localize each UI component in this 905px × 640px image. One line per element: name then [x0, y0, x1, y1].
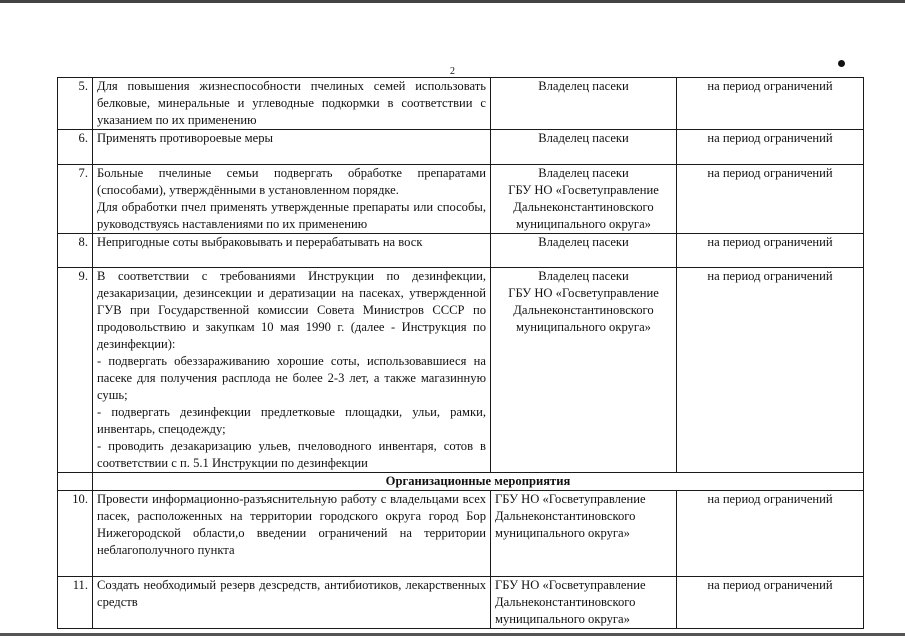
scan-top-edge: [0, 0, 905, 3]
responsible-line: ГБУ НО «Госветуправление: [508, 286, 659, 300]
responsible-line: Владелец пасеки: [538, 166, 629, 180]
measures-table: [57, 77, 864, 629]
action-text: Для повышения жизнеспособности пчелиных семей использовать белковые, минеральные и углеводные подкормки в соответствии с указанием по их применению: [93, 78, 491, 130]
responsible-line: муниципального округа»: [495, 526, 630, 540]
responsible-line: Дальнеконстантиновского: [513, 303, 654, 317]
period-cell: на период ограничений: [677, 491, 864, 577]
responsible-line: муниципального округа»: [516, 320, 651, 334]
period-cell: на период ограничений: [677, 130, 864, 165]
table-row: [58, 491, 864, 577]
section-title: Организационные мероприятия: [93, 473, 864, 491]
table-row: [58, 165, 864, 234]
section-row: [58, 473, 864, 491]
action-bullet: - подвергать дезинфекции предлетковые площадки, ульи, рамки, инвентарь, спецодежду;: [97, 405, 486, 436]
responsible-cell: [491, 78, 677, 130]
responsible-line: Владелец пасеки: [538, 131, 629, 145]
period-cell: на период ограничений: [677, 577, 864, 629]
action-text: В соответствии с требованиями Инструкции по дезинфекции, дезакаризации, дезинсекции и дератизации на пасеках, утвержденной ГУВ при Государственной комиссии Совета Министров СССР по продовольствию и закупкам 10 мая 1990 г. (далее - Инструкция по дезинфекции):: [97, 269, 486, 351]
row-number: 9.: [58, 268, 93, 473]
responsible-cell: [491, 130, 677, 165]
action-text-extra: Для обработки пчел применять утвержденные препараты или способы, руководствуясь наставлениями по их применению: [97, 200, 486, 231]
period-cell: на период ограничений: [677, 165, 864, 234]
action-text: Применять противороевые меры: [93, 130, 491, 165]
responsible-line: Дальнеконстантиновского: [495, 595, 636, 609]
responsible-line: Дальнеконстантиновского: [495, 509, 636, 523]
table-row: [58, 268, 864, 473]
responsible-line: муниципального округа»: [495, 612, 630, 626]
responsible-line: Владелец пасеки: [538, 269, 629, 283]
scan-bottom-edge: [0, 633, 905, 636]
responsible-line: ГБУ НО «Госветуправление: [508, 183, 659, 197]
table-row: [58, 577, 864, 629]
action-bullet: - проводить дезакаризацию ульев, пчеловодного инвентаря, сотов в соответствии с п. 5.1 Инструкции по дезинфекции: [97, 439, 486, 470]
responsible-cell: [491, 577, 677, 629]
responsible-cell: [491, 165, 677, 234]
table-row: [58, 234, 864, 268]
section-number-cell: [58, 473, 93, 491]
responsible-cell: [491, 268, 677, 473]
row-number: 8.: [58, 234, 93, 268]
responsible-line: Владелец пасеки: [538, 235, 629, 249]
responsible-line: Дальнеконстантиновского: [513, 200, 654, 214]
responsible-line: ГБУ НО «Госветуправление: [495, 492, 646, 506]
action-text: Больные пчелиные семьи подвергать обработке препаратами (способами), утверждёнными в установленном порядке.: [97, 166, 486, 197]
table-row: [58, 78, 864, 130]
row-number: 11.: [58, 577, 93, 629]
action-cell: [93, 268, 491, 473]
period-cell: на период ограничений: [677, 78, 864, 130]
page-number: 2: [450, 66, 455, 77]
action-bullet: - подвергать обеззараживанию хорошие соты, использовавшиеся на пасеке для получения расплода не более 2-3 лет, а также магазинную сушь;: [97, 354, 486, 402]
responsible-line: муниципального округа»: [516, 217, 651, 231]
period-cell: на период ограничений: [677, 268, 864, 473]
responsible-line: ГБУ НО «Госветуправление: [495, 578, 646, 592]
action-text: Провести информационно-разъяснительную работу с владельцами всех пасек, расположенных на территории городского округа город Бор Нижегородской области,о введении ограничений на территории неблагополучного пункта: [93, 491, 491, 577]
action-text: Создать необходимый резерв дезсредств, антибиотиков, лекарственных средств: [93, 577, 491, 629]
row-number: 10.: [58, 491, 93, 577]
responsible-cell: [491, 491, 677, 577]
responsible-line: Владелец пасеки: [538, 79, 629, 93]
row-number: 5.: [58, 78, 93, 130]
period-cell: на период ограничений: [677, 234, 864, 268]
responsible-cell: [491, 234, 677, 268]
corner-mark: [838, 60, 845, 67]
action-cell: [93, 165, 491, 234]
action-text: Непригодные соты выбраковывать и перерабатывать на воск: [93, 234, 491, 268]
row-number: 6.: [58, 130, 93, 165]
table-row: [58, 130, 864, 165]
row-number: 7.: [58, 165, 93, 234]
